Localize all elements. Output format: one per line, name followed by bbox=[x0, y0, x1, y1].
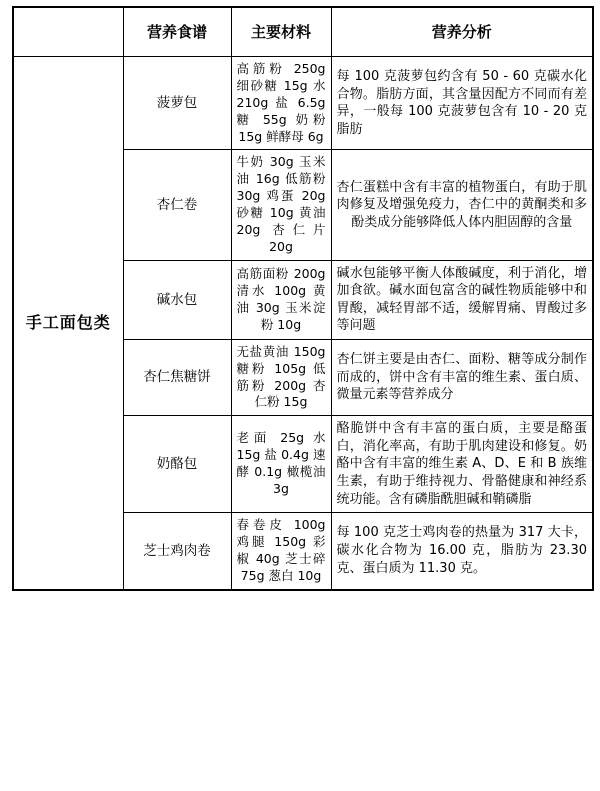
header-category bbox=[13, 7, 123, 57]
document-page bbox=[0, 6, 600, 791]
recipe-name: 菠萝包 bbox=[123, 57, 231, 150]
recipe-materials: 无盐黄油 150g 糖粉 105g 低筋粉 200g 杏仁粉 15g bbox=[231, 339, 331, 416]
recipe-materials: 高筋粉 250g 细砂糖 15g 水 210g 盐 6.5g 糖 55g 奶粉 15g 鲜酵母 6g bbox=[231, 57, 331, 150]
recipe-name: 奶酪包 bbox=[123, 416, 231, 513]
recipe-analysis: 每 100 克菠萝包约含有 50 - 60 克碳水化合物。脂肪方面，其含量因配方不同而有差异，一般每 100 克菠萝包含有 10 - 20 克脂肪 bbox=[331, 57, 593, 150]
recipe-analysis: 杏仁蛋糕中含有丰富的植物蛋白，有助于肌肉修复及增强免疫力，杏仁中的黄酮类和多酚类成分能够降低人体内胆固醇的含量 bbox=[331, 150, 593, 260]
recipe-materials: 老面 25g 水 15g 盐 0.4g 速酵 0.1g 橄榄油 3g bbox=[231, 416, 331, 513]
recipe-analysis: 杏仁饼主要是由杏仁、面粉、糖等成分制作而成的，饼中含有丰富的维生素、蛋白质、微量元素等营养成分 bbox=[331, 339, 593, 416]
recipe-name: 芝士鸡肉卷 bbox=[123, 513, 231, 590]
recipe-analysis: 每 100 克芝士鸡肉卷的热量为 317 大卡，碳水化合物为 16.00 克，脂肪为 23.30 克、蛋白质为 11.30 克。 bbox=[331, 513, 593, 590]
recipe-name: 杏仁焦糖饼 bbox=[123, 339, 231, 416]
recipe-analysis: 酪脆饼中含有丰富的蛋白质，主要是酪蛋白，消化率高，有助于肌肉建设和修复。奶酪中含有丰富的维生素 A、D、E 和 B 族维生素，有助于维持视力、骨骼健康和神经系统功能。含有磷脂酰胆碱和鞘磷脂 bbox=[331, 416, 593, 513]
category-label: 手工面包类 bbox=[13, 57, 123, 590]
recipe-name: 碱水包 bbox=[123, 260, 231, 339]
recipe-materials: 高筋面粉 200g 清水 100g 黄油 30g 玉米淀粉 10g bbox=[231, 260, 331, 339]
recipe-materials: 春卷皮 100g 鸡腿 150g 彩椒 40g 芝士碎 75g 葱白 10g bbox=[231, 513, 331, 590]
recipe-name: 杏仁卷 bbox=[123, 150, 231, 260]
recipe-materials: 牛奶 30g 玉米油 16g 低筋粉 30g 鸡蛋 20g 砂糖 10g 黄油 20g 杏仁片 20g bbox=[231, 150, 331, 260]
header-materials: 主要材料 bbox=[231, 7, 331, 57]
table-header-row bbox=[13, 7, 593, 57]
header-recipe: 营养食谱 bbox=[123, 7, 231, 57]
table-row bbox=[13, 57, 593, 150]
recipe-analysis: 碱水包能够平衡人体酸碱度，利于消化，增加食欲。碱水面包富含的碱性物质能够中和胃酸，减轻胃部不适，缓解胃痛、胃酸过多等问题 bbox=[331, 260, 593, 339]
header-analysis: 营养分析 bbox=[331, 7, 593, 57]
nutrition-recipe-table bbox=[12, 6, 594, 591]
